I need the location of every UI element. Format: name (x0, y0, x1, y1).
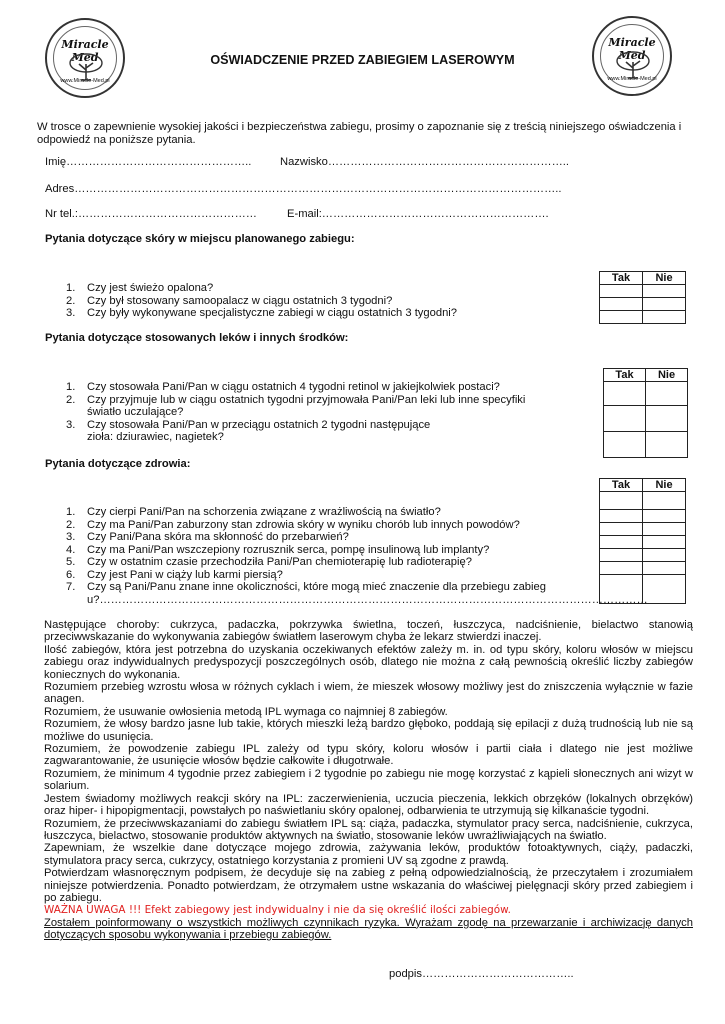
no-checkbox[interactable] (643, 298, 686, 311)
logo-url-left: www.Miracle-Med.pl (60, 78, 110, 84)
intro-text: W trosce o zapewnienie wysokiej jakości i bezpieczeństwa zabiegu, prosimy o zapoznanie się z treścią niniejszego oświadczenia i odpowiedź na poniższe pytania. (37, 121, 682, 146)
yes-checkbox[interactable] (600, 298, 643, 311)
list-item: 1. Czy cierpi Pani/Pan na schorzenia związane z wrażliwością na światło? (66, 506, 441, 518)
paragraph: Rozumiem, że przeciwwskazaniami do zabiegu światłem IPL są: ciąża, padaczka, stymulator pracy serca, nadciśnienie, cukrzyca, łuszczyca, bielactwo, stosowanie produktów aktywnych na światło, stosowanie leków uwrażliwiających na światło. (44, 817, 693, 842)
no-checkbox[interactable] (643, 510, 686, 523)
surname-field[interactable]: Nazwisko……………………………………………………….. (280, 156, 570, 168)
no-header: Nie (643, 272, 686, 285)
list-item: 4. Czy ma Pani/Pan wszczepiony rozrusznik serca, pompę insulinową lub implanty? (66, 543, 490, 556)
questions-skin (42, 282, 582, 320)
answer-table-health (599, 478, 686, 604)
questions-health (42, 506, 648, 606)
list-item: 5. Czy w ostatnim czasie przechodziła Pani/Pan chemioterapię lub radioterapię? (66, 556, 472, 568)
yes-checkbox[interactable] (604, 432, 646, 458)
paragraph: Ilość zabiegów, która jest potrzebna do uzyskania oczekiwanych efektów zależy m. in. od typu skóry, koloru włosów w miejscu zabiegu oraz indywidualnych predyspozycji poszczególnych osób, dlatego nie można z całą pewnością określić liczby zabiegów koniecznych do wykonania. (44, 643, 693, 681)
address-field[interactable]: Adres………………………………………………………………………………………………………………….. (45, 183, 562, 195)
section-heading-health: Pytania dotyczące zdrowia: (45, 458, 191, 470)
yes-checkbox[interactable] (604, 406, 646, 432)
declaration-text (44, 619, 693, 942)
no-checkbox[interactable] (646, 432, 688, 458)
section-heading-medications: Pytania dotyczące stosowanych leków i innych środków: (45, 332, 349, 344)
paragraph: Rozumiem, że usuwanie owłosienia metodą IPL wymaga co najmniej 8 zabiegów. (44, 705, 448, 718)
yes-checkbox[interactable] (600, 575, 643, 604)
section-heading-skin: Pytania dotyczące skóry w miejscu planowanego zabiegu: (45, 233, 355, 245)
paragraph: Rozumiem przebieg wzrostu włosa w różnych cyklach i wiem, że mieszek włosowy możliwy jest do zniszczenia wyłącznie w fazie anagen. (44, 681, 693, 706)
paragraph: Potwierdzam własnoręcznym podpisem, że decyduje się na zabieg z pełną odpowiedzialnością, że przeczytałem i zrozumiałem niniejsze potwierdzenia. Ponadto potwierdzam, że otrzymałem ustne wskazania do właściwej pielęgnacji skóry przed zabiegiem i po zabiegu. (44, 867, 693, 904)
paragraph: Rozumiem, że minimum 4 tygodnie przez zabiegiem i 2 tygodnie po zabiegu nie mogę korzystać z kąpieli słonecznych ani wizyt w solarium. (44, 767, 693, 793)
yes-checkbox[interactable] (600, 311, 643, 324)
name-field[interactable]: Imię………………………………………….. (45, 156, 252, 168)
email-field[interactable]: E-mail:……………………………………………………. (287, 208, 549, 220)
no-checkbox[interactable] (643, 285, 686, 298)
paragraph: Rozumiem, że powodzenie zabiegu IPL zależy od typu skóry, koloru włosów i partii ciała i dlatego nie jest możliwe zagwarantowanie, że usunięcie włosów będzie całkowite i długotrwałe. (44, 743, 693, 768)
answer-table-medications (603, 368, 688, 458)
paragraph: Zapewniam, że wszelkie dane dotyczące mojego zdrowia, zażywania leków, produktów fotoaktywnych, ciąży, padaczki, stymulatora pracy serca, cukrzycy, ostatniego korzystania z promieni UV są zgodne z prawdą. (44, 842, 693, 867)
answer-table-skin (599, 271, 686, 324)
warning-note: WAŻNA UWAGA !!! Efekt zabiegowy jest indywidualny i nie da się określić ilości zabiegów. (44, 904, 511, 917)
yes-checkbox[interactable] (600, 492, 643, 510)
no-checkbox[interactable] (643, 536, 686, 549)
no-checkbox[interactable] (646, 406, 688, 432)
list-item: 2. Czy przyjmuje lub w ciągu ostatnich tygodni przyjmowała Pani/Pan leki lub inne specyfiki światło uczulające? (66, 393, 526, 418)
list-item: 2. Czy ma Pani/Pan zaburzony stan zdrowia skóry w wyniku chorób lub innych powodów? (66, 518, 520, 531)
list-item: 3. Czy były wykonywane specjalistyczne zabiegi w ciągu ostatnich 3 tygodni? (66, 307, 457, 319)
yes-checkbox[interactable] (600, 549, 643, 562)
list-item: 6. Czy jest Pani w ciąży lub karmi piersią? (66, 568, 283, 581)
phone-field[interactable]: Nr tel.:………………………………………… (45, 208, 257, 220)
no-header: Nie (643, 479, 686, 492)
yes-header: Tak (600, 479, 643, 492)
list-item: 3. Czy Pani/Pana skóra ma skłonność do przebarwień? (66, 531, 349, 543)
list-item: 1. Czy stosowała Pani/Pan w ciągu ostatnich 4 tygodni retinol w jakiejkolwiek postaci? (66, 381, 500, 393)
yes-checkbox[interactable] (600, 285, 643, 298)
yes-header: Tak (604, 369, 646, 382)
no-checkbox[interactable] (643, 523, 686, 536)
signature-line[interactable]: podpis………………………………….. (389, 968, 574, 980)
questions-medications (42, 381, 542, 444)
no-checkbox[interactable] (643, 492, 686, 510)
paragraph: Rozumiem, że włosy bardzo jasne lub takie, których mieszki leżą bardzo głęboko, poddają się epilacji z dużą trudnością lub nie są możliwe do usunięcia. (44, 718, 693, 743)
logo-brand-left: Miracle Med (61, 38, 109, 64)
no-checkbox[interactable] (646, 382, 688, 406)
yes-header: Tak (600, 272, 643, 285)
yes-checkbox[interactable] (600, 523, 643, 536)
no-checkbox[interactable] (643, 575, 686, 604)
yes-checkbox[interactable] (600, 562, 643, 575)
no-header: Nie (646, 369, 688, 382)
logo-url-right: www.Miracle-Med.pl (607, 76, 657, 82)
no-checkbox[interactable] (643, 549, 686, 562)
list-item: 7. Czy są Pani/Panu znane inne okoliczności, które mogą mieć znaczenie dla przebiegu zabiegu?………………………………………………………………………………………………………………………………… (66, 581, 648, 606)
document-title: OŚWIADCZENIE PRZED ZABIEGIEM LASEROWYM (210, 53, 515, 67)
yes-checkbox[interactable] (604, 382, 646, 406)
paragraph: Jestem świadomy możliwych reakcji skóry na IPL: zaczerwienienia, uczucia pieczenia, lekkich obrzęków (lokalnych obrzęków) oraz hiper- i hipopigmentacji, powstałych po naświetlaniu skóry opalonej, odbarwienia te utrzymują się kilkanaście tygodni. (44, 792, 693, 818)
logo-brand-right: Miracle Med (608, 36, 656, 62)
list-item: 3. Czy stosowała Pani/Pan w przeciągu ostatnich 2 tygodni następujące zioła: dziurawiec, nagietek? (66, 418, 431, 443)
yes-checkbox[interactable] (600, 510, 643, 523)
yes-checkbox[interactable] (600, 536, 643, 549)
list-item: 1. Czy jest świeżo opalona? (66, 282, 214, 294)
no-checkbox[interactable] (643, 562, 686, 575)
paragraph: Następujące choroby: cukrzyca, padaczka, pokrzywka świetlna, toczeń, łuszczyca, nadciśnienie, bielactwo stanowią przeciwwskazanie do wykonywania zabiegów światłem laserowym chyba że lekarz stwierdzi inaczej. (44, 619, 693, 644)
consent-statement: Zostałem poinformowany o wszystkich możliwych czynnikach ryzyka. Wyrażam zgodę na przewarzanie i archiwizację danych dotyczących sposobu wykonywania i przebiegu zabiegów. (44, 916, 693, 942)
no-checkbox[interactable] (643, 311, 686, 324)
list-item: 2. Czy był stosowany samoopalacz w ciągu ostatnich 3 tygodni? (66, 294, 393, 307)
